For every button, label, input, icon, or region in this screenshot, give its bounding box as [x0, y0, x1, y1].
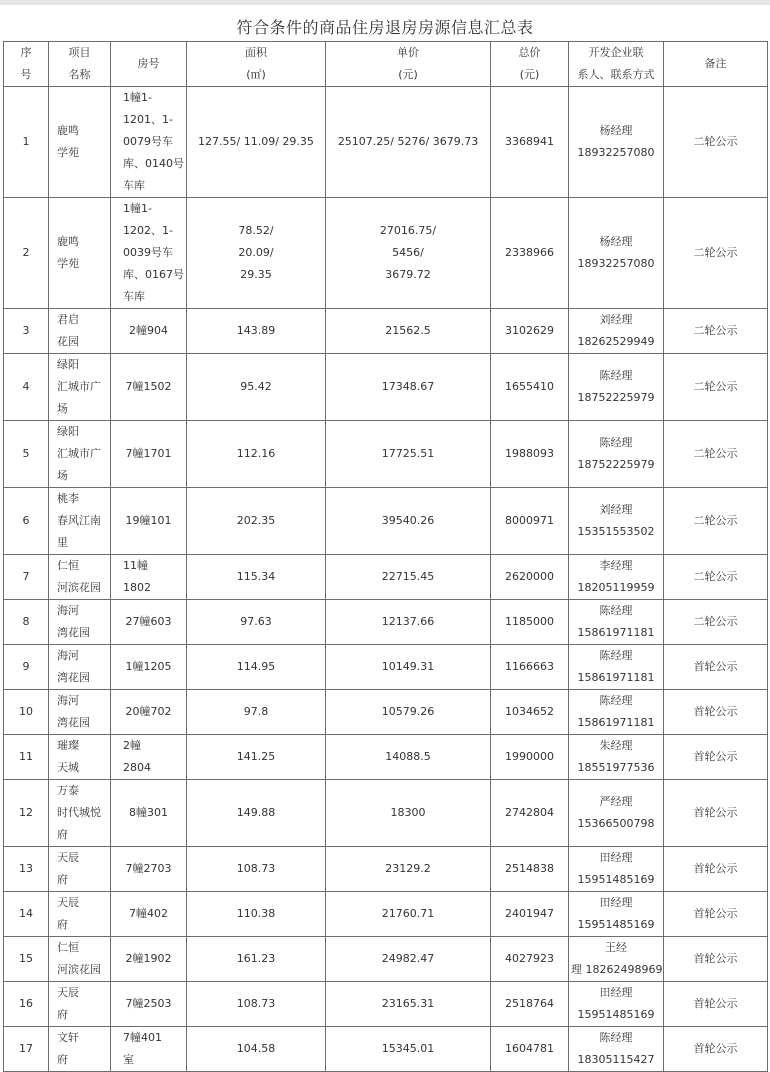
cell-unit-price: 24982.47	[326, 937, 491, 982]
col-header-area: 面积 (㎡)	[187, 42, 326, 87]
cell-project: 君启 花园	[49, 309, 111, 354]
cell-remark: 首轮公示	[664, 892, 768, 937]
cell-unit-price: 25107.25/ 5276/ 3679.73	[326, 87, 491, 198]
table-row	[4, 600, 768, 645]
col-header-unit-price: 单价 (元)	[326, 42, 491, 87]
cell-seq: 5	[4, 421, 49, 488]
table-row	[4, 892, 768, 937]
cell-unit-price: 14088.5	[326, 735, 491, 780]
cell-total-price: 2620000	[491, 555, 569, 600]
cell-remark: 首轮公示	[664, 847, 768, 892]
cell-unit-price: 22715.45	[326, 555, 491, 600]
cell-total-price: 1166663	[491, 645, 569, 690]
cell-unit-price: 21562.5	[326, 309, 491, 354]
cell-unit-price: 17348.67	[326, 354, 491, 421]
cell-total-price: 2338966	[491, 198, 569, 309]
cell-unit-price: 23165.31	[326, 982, 491, 1027]
cell-room: 7幢2703	[111, 847, 187, 892]
cell-area: 108.73	[187, 982, 326, 1027]
cell-remark: 二轮公示	[664, 488, 768, 555]
cell-total-price: 2401947	[491, 892, 569, 937]
cell-project: 海河 湾花园	[49, 600, 111, 645]
cell-project: 海河 湾花园	[49, 645, 111, 690]
col-header-project: 项目 名称	[49, 42, 111, 87]
cell-seq: 9	[4, 645, 49, 690]
cell-seq: 2	[4, 198, 49, 309]
cell-seq: 1	[4, 87, 49, 198]
cell-remark: 二轮公示	[664, 600, 768, 645]
table-row	[4, 198, 768, 309]
table-row	[4, 735, 768, 780]
cell-project: 海河 湾花园	[49, 690, 111, 735]
cell-project: 天辰 府	[49, 982, 111, 1027]
cell-room: 2幢1902	[111, 937, 187, 982]
cell-remark: 首轮公示	[664, 1027, 768, 1072]
cell-total-price: 1034652	[491, 690, 569, 735]
table-row	[4, 421, 768, 488]
cell-room: 1幢1- 1201、1- 0079号车 库、0140号 车库	[111, 87, 187, 198]
cell-remark: 二轮公示	[664, 198, 768, 309]
cell-seq: 12	[4, 780, 49, 847]
cell-area: 95.42	[187, 354, 326, 421]
cell-remark: 二轮公示	[664, 555, 768, 600]
cell-remark: 首轮公示	[664, 982, 768, 1027]
cell-project: 绿阳 汇城市广 场	[49, 421, 111, 488]
cell-remark: 首轮公示	[664, 645, 768, 690]
cell-room: 2幢 2804	[111, 735, 187, 780]
cell-unit-price: 17725.51	[326, 421, 491, 488]
cell-project: 仁恒 河滨花园	[49, 555, 111, 600]
cell-contact: 陈经理 18752225979	[569, 354, 664, 421]
cell-area: 97.8	[187, 690, 326, 735]
cell-area: 112.16	[187, 421, 326, 488]
table-row	[4, 937, 768, 982]
cell-seq: 14	[4, 892, 49, 937]
cell-remark: 首轮公示	[664, 735, 768, 780]
cell-room: 19幢101	[111, 488, 187, 555]
cell-area: 114.95	[187, 645, 326, 690]
table-row	[4, 690, 768, 735]
cell-room: 11幢 1802	[111, 555, 187, 600]
cell-area: 127.55/ 11.09/ 29.35	[187, 87, 326, 198]
cell-contact: 李经理 18205119959	[569, 555, 664, 600]
cell-total-price: 8000971	[491, 488, 569, 555]
cell-contact: 陈经理 15861971181	[569, 600, 664, 645]
cell-area: 108.73	[187, 847, 326, 892]
top-divider	[0, 0, 770, 5]
cell-area: 78.52/ 20.09/ 29.35	[187, 198, 326, 309]
cell-contact: 陈经理 18752225979	[569, 421, 664, 488]
cell-room: 1幢1205	[111, 645, 187, 690]
col-header-contact: 开发企业联 系人、联系方式	[569, 42, 664, 87]
cell-project: 绿阳 汇城市广 场	[49, 354, 111, 421]
cell-total-price: 2518764	[491, 982, 569, 1027]
cell-seq: 16	[4, 982, 49, 1027]
col-header-remark: 备注	[664, 42, 768, 87]
cell-contact: 陈经理 15861971181	[569, 645, 664, 690]
cell-unit-price: 39540.26	[326, 488, 491, 555]
cell-project: 仁恒 河滨花园	[49, 937, 111, 982]
page-title: 符合条件的商品住房退房房源信息汇总表	[236, 18, 534, 37]
cell-total-price: 1185000	[491, 600, 569, 645]
cell-area: 141.25	[187, 735, 326, 780]
cell-room: 2幢904	[111, 309, 187, 354]
cell-room: 27幢603	[111, 600, 187, 645]
table-body	[4, 87, 768, 1072]
cell-contact: 田经理 15951485169	[569, 847, 664, 892]
cell-project: 璀璨 天城	[49, 735, 111, 780]
listing-table	[3, 41, 768, 1072]
table-row	[4, 1027, 768, 1072]
table-row	[4, 87, 768, 198]
cell-project: 鹿鸣 学苑	[49, 198, 111, 309]
table-row	[4, 309, 768, 354]
cell-area: 149.88	[187, 780, 326, 847]
cell-seq: 4	[4, 354, 49, 421]
cell-unit-price: 10579.26	[326, 690, 491, 735]
cell-total-price: 3102629	[491, 309, 569, 354]
cell-room: 7幢401 室	[111, 1027, 187, 1072]
cell-total-price: 1604781	[491, 1027, 569, 1072]
cell-contact: 杨经理 18932257080	[569, 198, 664, 309]
cell-remark: 首轮公示	[664, 690, 768, 735]
cell-unit-price: 15345.01	[326, 1027, 491, 1072]
cell-contact: 陈经理 15861971181	[569, 690, 664, 735]
cell-unit-price: 18300	[326, 780, 491, 847]
cell-room: 1幢1- 1202、1- 0039号车 库、0167号 车库	[111, 198, 187, 309]
cell-room: 7幢2503	[111, 982, 187, 1027]
table-row	[4, 645, 768, 690]
cell-seq: 3	[4, 309, 49, 354]
cell-seq: 15	[4, 937, 49, 982]
table-row	[4, 780, 768, 847]
table-row	[4, 847, 768, 892]
cell-total-price: 2742804	[491, 780, 569, 847]
cell-project: 天辰 府	[49, 847, 111, 892]
cell-project: 文轩 府	[49, 1027, 111, 1072]
cell-room: 7幢402	[111, 892, 187, 937]
table-row	[4, 488, 768, 555]
cell-project: 天辰 府	[49, 892, 111, 937]
cell-project: 鹿鸣 学苑	[49, 87, 111, 198]
cell-seq: 7	[4, 555, 49, 600]
cell-remark: 二轮公示	[664, 421, 768, 488]
col-header-total-price: 总价 (元)	[491, 42, 569, 87]
cell-unit-price: 21760.71	[326, 892, 491, 937]
cell-area: 115.34	[187, 555, 326, 600]
cell-room: 7幢1701	[111, 421, 187, 488]
cell-contact: 田经理 15951485169	[569, 892, 664, 937]
cell-contact: 刘经理 15351553502	[569, 488, 664, 555]
cell-remark: 首轮公示	[664, 780, 768, 847]
cell-seq: 6	[4, 488, 49, 555]
cell-contact: 陈经理 18305115427	[569, 1027, 664, 1072]
cell-unit-price: 10149.31	[326, 645, 491, 690]
cell-area: 161.23	[187, 937, 326, 982]
col-header-seq: 序 号	[4, 42, 49, 87]
cell-total-price: 2514838	[491, 847, 569, 892]
cell-contact: 朱经理 18551977536	[569, 735, 664, 780]
cell-project: 万泰 时代城悦 府	[49, 780, 111, 847]
cell-total-price: 1655410	[491, 354, 569, 421]
cell-unit-price: 23129.2	[326, 847, 491, 892]
cell-area: 202.35	[187, 488, 326, 555]
cell-unit-price: 27016.75/ 5456/ 3679.72	[326, 198, 491, 309]
col-header-room: 房号	[111, 42, 187, 87]
table-row	[4, 555, 768, 600]
cell-contact: 王经 理 18262498969	[569, 937, 664, 982]
cell-room: 7幢1502	[111, 354, 187, 421]
cell-seq: 8	[4, 600, 49, 645]
cell-area: 110.38	[187, 892, 326, 937]
cell-total-price: 1990000	[491, 735, 569, 780]
cell-total-price: 1988093	[491, 421, 569, 488]
cell-remark: 二轮公示	[664, 309, 768, 354]
table-row	[4, 354, 768, 421]
cell-unit-price: 12137.66	[326, 600, 491, 645]
cell-area: 104.58	[187, 1027, 326, 1072]
cell-contact: 刘经理 18262529949	[569, 309, 664, 354]
header-row	[4, 42, 768, 87]
cell-total-price: 3368941	[491, 87, 569, 198]
cell-room: 8幢301	[111, 780, 187, 847]
cell-seq: 13	[4, 847, 49, 892]
cell-room: 20幢702	[111, 690, 187, 735]
cell-seq: 17	[4, 1027, 49, 1072]
cell-remark: 首轮公示	[664, 937, 768, 982]
cell-contact: 严经理 15366500798	[569, 780, 664, 847]
cell-seq: 11	[4, 735, 49, 780]
cell-project: 桃李 春风江南 里	[49, 488, 111, 555]
cell-remark: 二轮公示	[664, 87, 768, 198]
cell-contact: 田经理 15951485169	[569, 982, 664, 1027]
cell-remark: 二轮公示	[664, 354, 768, 421]
cell-seq: 10	[4, 690, 49, 735]
cell-contact: 杨经理 18932257080	[569, 87, 664, 198]
cell-area: 97.63	[187, 600, 326, 645]
table-row	[4, 982, 768, 1027]
cell-area: 143.89	[187, 309, 326, 354]
cell-total-price: 4027923	[491, 937, 569, 982]
